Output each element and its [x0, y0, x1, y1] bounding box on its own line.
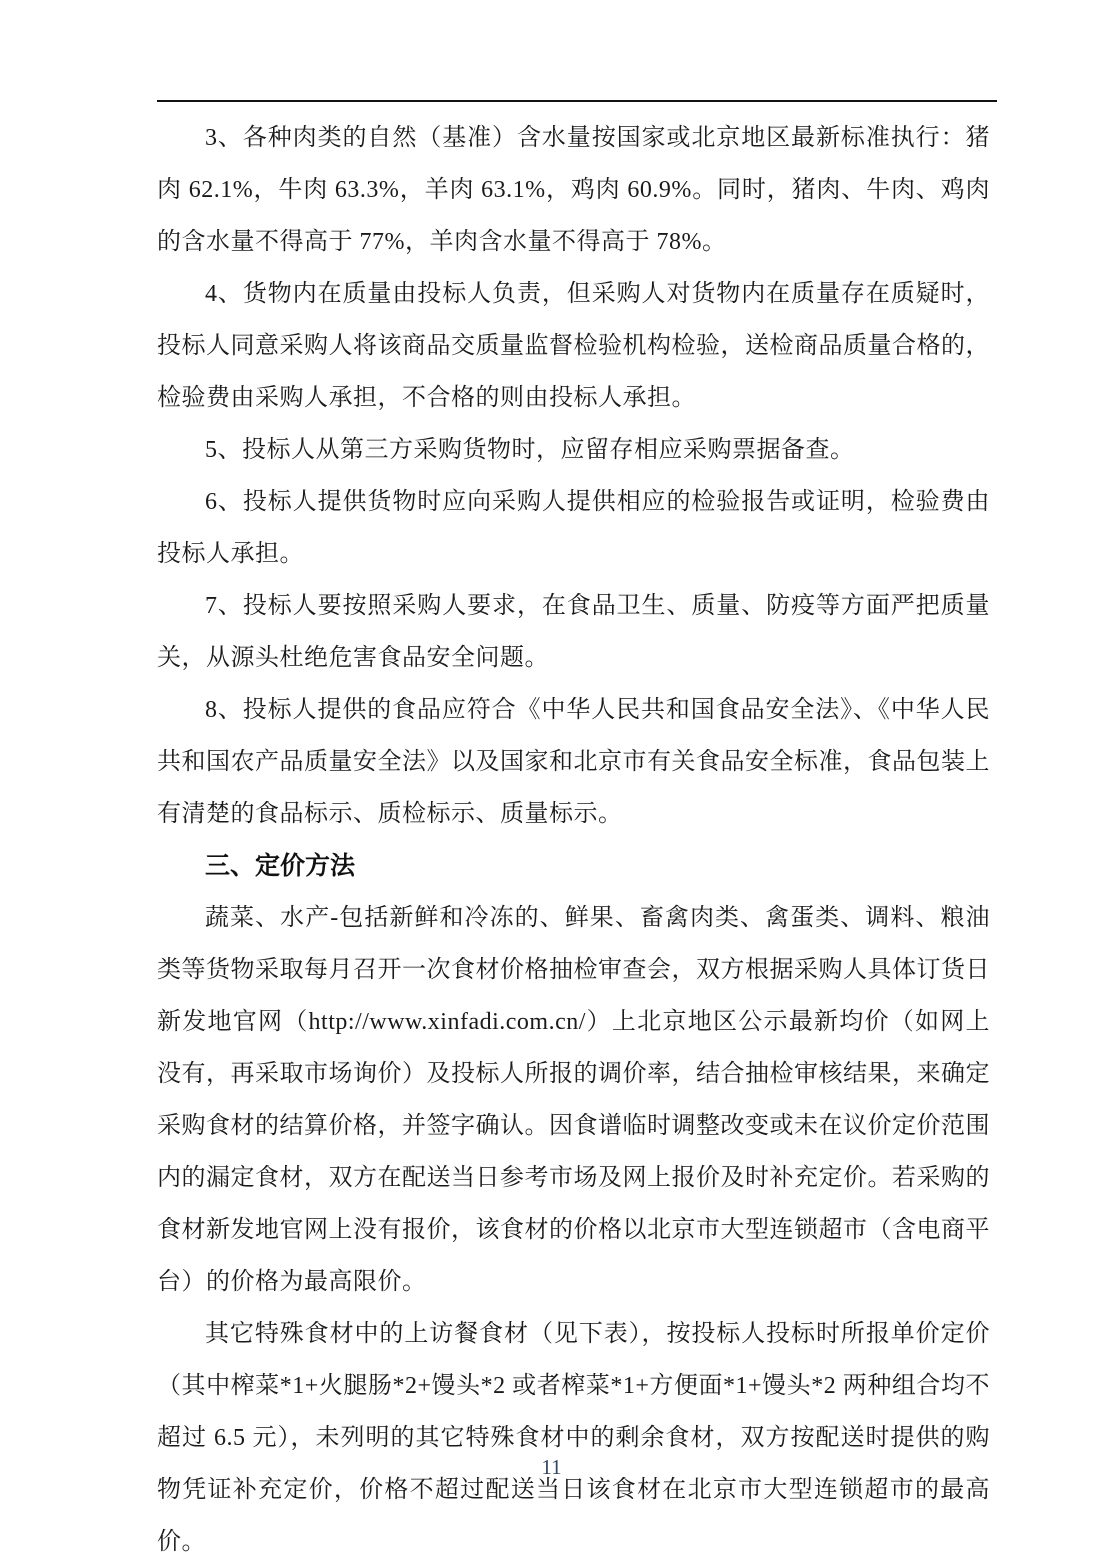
- clause-paragraph-5: 5、投标人从第三方采购货物时，应留存相应采购票据备查。: [205, 437, 855, 463]
- page-number: 11: [541, 1455, 562, 1479]
- pricing-paragraph-special-foods: 其它特殊食材中的上访餐食材（见下表），按投标人投标时所报单价定价（其中榨菜*1+火腿肠*2+馒头*2 或者榨菜*1+方便面*1+馒头*2 两种组合均不超过 6.5 元），未列明的其它特殊食材中的剩余食材，双方按配送时提供的购物凭证补充定价，价格不超过配送当日该食材在北京市大型连锁超市的最高价。: [157, 1321, 990, 1555]
- document-body: [157, 112, 990, 1559]
- header-rule: [157, 100, 997, 102]
- section-heading-pricing-method: 三、定价方法: [205, 852, 356, 880]
- clause-paragraph-4: 4、货物内在质量由投标人负责，但采购人对货物内在质量存在质疑时，投标人同意采购人将该商品交质量监督检验机构检验，送检商品质量合格的，检验费由采购人承担，不合格的则由投标人承担。: [157, 281, 990, 411]
- clause-paragraph-7: 7、投标人要按照采购人要求，在食品卫生、质量、防疫等方面严把质量关，从源头杜绝危害食品安全问题。: [157, 593, 990, 671]
- clause-paragraph-6: 6、投标人提供货物时应向采购人提供相应的检验报告或证明，检验费由投标人承担。: [157, 489, 990, 567]
- clause-paragraph-8: 8、投标人提供的食品应符合《中华人民共和国食品安全法》、《中华人民共和国农产品质量安全法》以及国家和北京市有关食品安全标准，食品包装上有清楚的食品标示、质检标示、质量标示。: [157, 697, 990, 827]
- clause-paragraph-3: 3、各种肉类的自然（基准）含水量按国家或北京地区最新标准执行：猪肉 62.1%，牛肉 63.3%，羊肉 63.1%，鸡肉 60.9%。同时，猪肉、牛肉、鸡肉的含水量不得高于 77%，羊肉含水量不得高于 78%。: [157, 125, 990, 255]
- pricing-paragraph-general: 蔬菜、水产-包括新鲜和冷冻的、鲜果、畜禽肉类、禽蛋类、调料、粮油类等货物采取每月召开一次食材价格抽检审查会，双方根据采购人具体订货日新发地官网（http://www.xinfadi.com.cn/）上北京地区公示最新均价（如网上没有，再采取市场询价）及投标人所报的调价率，结合抽检审核结果，来确定采购食材的结算价格，并签字确认。因食谱临时调整改变或未在议价定价范围内的漏定食材，双方在配送当日参考市场及网上报价及时补充定价。若采购的食材新发地官网上没有报价，该食材的价格以北京市大型连锁超市（含电商平台）的价格为最高限价。: [157, 905, 990, 1295]
